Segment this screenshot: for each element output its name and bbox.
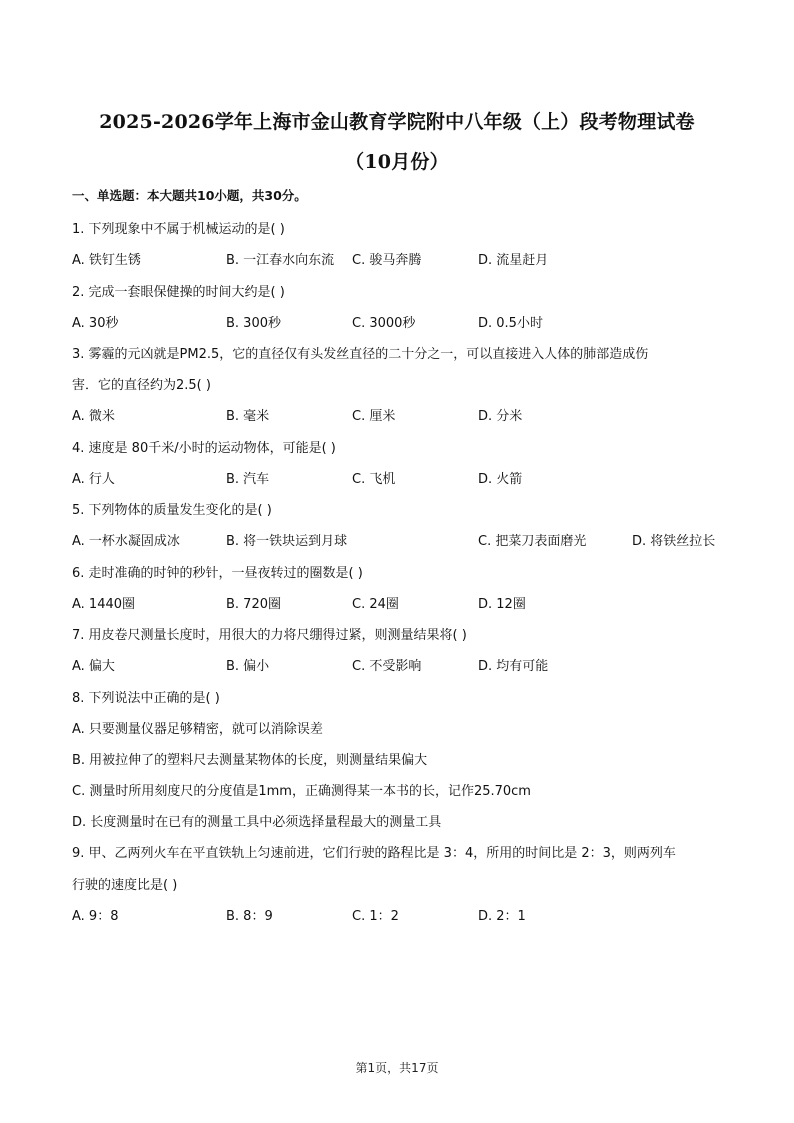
question-6-option-d: D. 12圈 [478,597,526,612]
question-1-option-b: B. 一江春水向东流 [226,253,335,268]
question-8-stem: 8. 下列说法中正确的是( ) [72,691,220,706]
question-4-option-d: D. 火箭 [478,472,523,487]
question-9-option-c: C. 1：2 [352,909,399,924]
question-4-option-b: B. 汽车 [226,472,270,487]
question-2-option-a: A. 30秒 [72,316,119,331]
question-8-option-d: D. 长度测量时在已有的测量工具中必须选择量程最大的测量工具 [72,815,442,830]
question-8-option-c: C. 测量时所用刻度尺的分度值是1mm，正确测得某一本书的长，记作25.70cm [72,784,531,799]
question-9-option-a: A. 9：8 [72,909,119,924]
question-2-option-c: C. 3000秒 [352,316,416,331]
exam-title: 2025-2026学年上海市金山教育学院附中八年级（上）段考物理试卷 [99,111,695,133]
question-3-stem-line-2: 害．它的直径约为2.5( ) [72,378,211,393]
question-1-option-c: C. 骏马奔腾 [352,253,422,268]
question-5-stem: 5. 下列物体的质量发生变化的是( ) [72,503,272,518]
question-7-option-d: D. 均有可能 [478,659,549,674]
question-1-option-d: D. 流星赶月 [478,253,549,268]
question-1-stem: 1. 下列现象中不属于机械运动的是( ) [72,222,285,237]
exam-subtitle: （10月份） [345,151,449,173]
question-9-stem-line-1: 9. 甲、乙两列火车在平直铁轨上匀速前进，它们行驶的路程比是 3：4，所用的时间比是 2：3，则两列车 [72,846,676,861]
question-4-stem: 4. 速度是 80千米/小时的运动物体，可能是( ) [72,441,336,456]
question-2-option-b: B. 300秒 [226,316,281,331]
question-7-stem: 7. 用皮卷尺测量长度时，用很大的力将尺绷得过紧，则测量结果将( ) [72,628,467,643]
question-9-option-d: D. 2：1 [478,909,526,924]
question-3-stem-line-1: 3. 雾霾的元凶就是PM2.5，它的直径仅有头发丝直径的二十分之一，可以直接进入人体的肺部造成伤 [72,347,649,362]
question-8-option-a: A. 只要测量仪器足够精密，就可以消除误差 [72,722,323,737]
question-2-stem: 2. 完成一套眼保健操的时间大约是( ) [72,285,285,300]
question-6-option-c: C. 24圈 [352,597,399,612]
section-header: 一、单选题：本大题共10小题，共30分。 [72,188,307,203]
question-3-option-a: A. 微米 [72,409,115,424]
question-4-option-a: A. 行人 [72,472,115,487]
question-7-option-c: C. 不受影响 [352,659,422,674]
question-5-option-d: D. 将铁丝拉长 [632,534,716,549]
question-5-option-c: C. 把菜刀表面磨光 [478,534,587,549]
question-2-option-d: D. 0.5小时 [478,316,543,331]
question-3-option-c: C. 厘米 [352,409,396,424]
question-7-option-a: A. 偏大 [72,659,115,674]
question-6-stem: 6. 走时准确的时钟的秒针，一昼夜转过的圈数是( ) [72,566,363,581]
question-3-option-b: B. 毫米 [226,409,270,424]
question-6-option-b: B. 720圈 [226,597,281,612]
question-7-option-b: B. 偏小 [226,659,270,674]
question-9-option-b: B. 8：9 [226,909,273,924]
question-6-option-a: A. 1440圈 [72,597,136,612]
question-9-stem-line-2: 行驶的速度比是( ) [72,878,178,893]
question-5-option-b: B. 将一铁块运到月球 [226,534,348,549]
page-footer: 第1页，共17页 [355,1061,439,1075]
question-5-option-a: A. 一杯水凝固成冰 [72,534,180,549]
question-3-option-d: D. 分米 [478,409,523,424]
question-1-option-a: A. 铁钉生锈 [72,253,141,268]
question-4-option-c: C. 飞机 [352,472,396,487]
question-8-option-b: B. 用被拉伸了的塑料尺去测量某物体的长度，则测量结果偏大 [72,753,428,768]
